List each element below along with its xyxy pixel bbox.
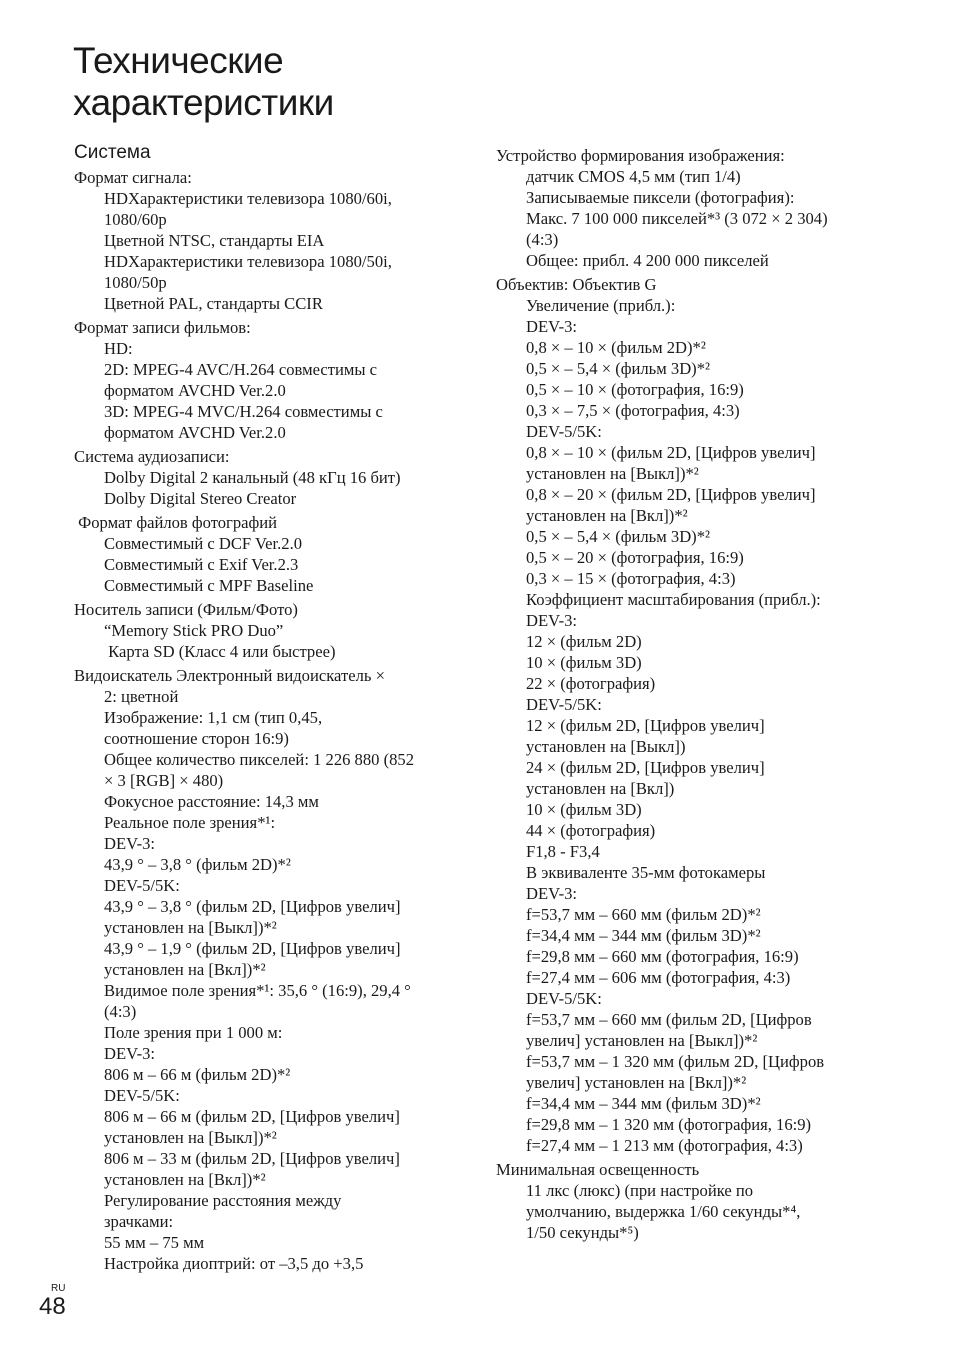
spec-line: 10 × (фильм 3D) — [526, 653, 642, 672]
spec-line: Видимое поле зрения*¹: 35,6 ° (16:9), 29,4 ° — [104, 981, 411, 1000]
spec-line: “Memory Stick PRO Duo” — [104, 621, 284, 640]
spec-line: f=53,7 мм – 1 320 мм (фильм 2D, [Цифров — [526, 1052, 825, 1071]
spec-line: увелич] установлен на [Вкл])*² — [526, 1073, 747, 1092]
spec-line: f=29,8 мм – 660 мм (фотография, 16:9) — [526, 947, 799, 966]
spec-line: Записываемые пиксели (фотография): — [526, 188, 795, 207]
spec-line: 0,5 × – 5,4 × (фильм 3D)*² — [526, 527, 710, 546]
spec-heading: Формат сигнала: — [74, 168, 192, 187]
spec-line: Цветной PAL, стандарты CCIR — [104, 294, 323, 313]
spec-line: DEV-3: — [104, 834, 156, 853]
spec-line: 22 × (фотография) — [526, 674, 656, 693]
spec-line: 1/50 секунды*⁵) — [526, 1223, 639, 1242]
page-title-line-2: характеристики — [73, 82, 334, 123]
spec-line: DEV-3: — [526, 317, 578, 336]
spec-heading: Минимальная освещенность — [496, 1160, 700, 1179]
spec-line: (4:3) — [104, 1002, 137, 1021]
spec-line: увелич] установлен на [Выкл])*² — [526, 1031, 758, 1050]
spec-line: Цветной NTSC, стандарты EIA — [104, 231, 325, 250]
spec-line: (4:3) — [526, 230, 559, 249]
spec-line: установлен на [Вкл]) — [526, 779, 675, 798]
spec-line: Коэффициент масштабирования (прибл.): — [526, 590, 821, 609]
page-title — [73, 40, 334, 124]
spec-line: Dolby Digital Stereo Creator — [104, 489, 297, 508]
spec-line: Макс. 7 100 000 пикселей*³ (3 072 × 2 304) — [526, 209, 828, 228]
spec-line: соотношение сторон 16:9) — [104, 729, 289, 748]
spec-line: форматом AVCHD Ver.2.0 — [104, 423, 286, 442]
spec-line: 1080/60p — [104, 210, 167, 229]
spec-line: установлен на [Выкл])*² — [526, 464, 699, 483]
spec-line: Совместимый с DCF Ver.2.0 — [104, 534, 303, 553]
spec-heading: Формат файлов фотографий — [74, 513, 278, 532]
spec-block — [496, 1159, 896, 1243]
spec-block — [74, 446, 474, 509]
spec-line: умолчанию, выдержка 1/60 секунды*⁴, — [526, 1202, 801, 1221]
spec-line: 0,3 × – 7,5 × (фотография, 4:3) — [526, 401, 740, 420]
spec-line: DEV-3: — [526, 884, 578, 903]
spec-line: 0,5 × – 5,4 × (фильм 3D)*² — [526, 359, 710, 378]
spec-heading: Носитель записи (Фильм/Фото) — [74, 600, 298, 619]
spec-line: 3D: MPEG-4 MVC/H.264 совместимы с — [104, 402, 383, 421]
spec-line: датчик CMOS 4,5 мм (тип 1/4) — [526, 167, 741, 186]
spec-line: Настройка диоптрий: от –3,5 до +3,5 — [104, 1254, 364, 1273]
spec-line: f=34,4 мм – 344 мм (фильм 3D)*² — [526, 1094, 761, 1113]
spec-line: f=27,4 мм – 606 мм (фотография, 4:3) — [526, 968, 791, 987]
spec-line: HD: — [104, 339, 133, 358]
spec-line: Dolby Digital 2 канальный (48 кГц 16 бит) — [104, 468, 401, 487]
spec-block — [74, 167, 474, 314]
page-language: RU — [51, 1283, 66, 1294]
spec-line: 11 лкс (люкс) (при настройке по — [526, 1181, 754, 1200]
spec-line: F1,8 - F3,4 — [526, 842, 600, 861]
spec-line: f=53,7 мм – 660 мм (фильм 2D, [Цифров — [526, 1010, 812, 1029]
spec-block — [496, 145, 896, 271]
spec-line: 24 × (фильм 2D, [Цифров увелич] — [526, 758, 765, 777]
spec-line: Совместимый с Exif Ver.2.3 — [104, 555, 299, 574]
spec-line: установлен на [Вкл])*² — [104, 1170, 266, 1189]
spec-line: Общее количество пикселей: 1 226 880 (852 — [104, 750, 415, 769]
spec-block — [74, 599, 474, 662]
spec-line: 0,8 × – 20 × (фильм 2D, [Цифров увелич] — [526, 485, 816, 504]
page-title-line-1: Технические — [73, 40, 284, 81]
spec-line: 0,3 × – 15 × (фотография, 4:3) — [526, 569, 736, 588]
spec-line: Поле зрения при 1 000 м: — [104, 1023, 283, 1042]
spec-line: f=29,8 мм – 1 320 мм (фотография, 16:9) — [526, 1115, 812, 1134]
spec-line: 1080/50p — [104, 273, 167, 292]
spec-line: Изображение: 1,1 см (тип 0,45, — [104, 708, 323, 727]
spec-line: 806 м – 33 м (фильм 2D, [Цифров увелич] — [104, 1149, 400, 1168]
spec-line: установлен на [Вкл])*² — [526, 506, 688, 525]
spec-line: 43,9 ° – 3,8 ° (фильм 2D, [Цифров увелич] — [104, 897, 401, 916]
spec-line: 55 мм – 75 мм — [104, 1233, 205, 1252]
left-column — [74, 141, 474, 1277]
spec-line: установлен на [Выкл])*² — [104, 1128, 277, 1147]
spec-line: f=34,4 мм – 344 мм (фильм 3D)*² — [526, 926, 761, 945]
spec-line: DEV-5/5K: — [526, 989, 602, 1008]
spec-line: DEV-3: — [526, 611, 578, 630]
spec-line: DEV-5/5K: — [104, 1086, 180, 1105]
spec-line: Карта SD (Класс 4 или быстрее) — [104, 642, 336, 661]
spec-line: DEV-5/5K: — [104, 876, 180, 895]
spec-line: 12 × (фильм 2D) — [526, 632, 642, 651]
left-blocks — [74, 167, 474, 1274]
spec-line: В эквиваленте 35-мм фотокамеры — [526, 863, 766, 882]
spec-block — [74, 512, 474, 596]
spec-line: 2D: MPEG-4 AVC/H.264 совместимы с — [104, 360, 378, 379]
page-number: 48 — [39, 1293, 66, 1320]
spec-line: HDХарактеристики телевизора 1080/50i, — [104, 252, 392, 271]
spec-line: 10 × (фильм 3D) — [526, 800, 642, 819]
spec-block — [496, 274, 896, 1156]
spec-block — [74, 317, 474, 443]
spec-line: Реальное поле зрения*¹: — [104, 813, 276, 832]
spec-heading: Формат записи фильмов: — [74, 318, 251, 337]
spec-line: DEV-5/5K: — [526, 695, 602, 714]
spec-line: f=27,4 мм – 1 213 мм (фотография, 4:3) — [526, 1136, 803, 1155]
spec-line: 806 м – 66 м (фильм 2D)*² — [104, 1065, 291, 1084]
spec-line: 12 × (фильм 2D, [Цифров увелич] — [526, 716, 765, 735]
spec-line: установлен на [Вкл])*² — [104, 960, 266, 979]
spec-line: × 3 [RGB] × 480) — [104, 771, 224, 790]
spec-line: 0,8 × – 10 × (фильм 2D)*² — [526, 338, 706, 357]
spec-line: 0,5 × – 10 × (фотография, 16:9) — [526, 380, 744, 399]
spec-line: 43,9 ° – 1,9 ° (фильм 2D, [Цифров увелич] — [104, 939, 401, 958]
spec-heading: Система аудиозаписи: — [74, 447, 230, 466]
spec-line: DEV-3: — [104, 1044, 156, 1063]
spec-line: 0,5 × – 20 × (фотография, 16:9) — [526, 548, 744, 567]
spec-line: 2: цветной — [104, 687, 179, 706]
spec-line: Общее: прибл. 4 200 000 пикселей — [526, 251, 769, 270]
spec-line: DEV-5/5K: — [526, 422, 602, 441]
page-footer — [39, 1283, 66, 1320]
spec-heading: Устройство формирования изображения: — [496, 146, 785, 165]
spec-line: Фокусное расстояние: 14,3 мм — [104, 792, 319, 811]
spec-heading: Видоискатель Электронный видоискатель × — [74, 666, 385, 685]
spec-line: f=53,7 мм – 660 мм (фильм 2D)*² — [526, 905, 761, 924]
spec-line: Совместимый с MPF Baseline — [104, 576, 314, 595]
right-column — [496, 145, 896, 1246]
spec-line: 43,9 ° – 3,8 ° (фильм 2D)*² — [104, 855, 291, 874]
section-title: Система — [74, 142, 151, 163]
spec-block — [74, 665, 474, 1274]
spec-heading: Объектив: Объектив G — [496, 275, 657, 294]
spec-line: установлен на [Выкл])*² — [104, 918, 277, 937]
spec-line: HDХарактеристики телевизора 1080/60i, — [104, 189, 392, 208]
spec-line: форматом AVCHD Ver.2.0 — [104, 381, 286, 400]
spec-line: установлен на [Выкл]) — [526, 737, 686, 756]
spec-line: зрачками: — [104, 1212, 174, 1231]
spec-line: 0,8 × – 10 × (фильм 2D, [Цифров увелич] — [526, 443, 816, 462]
right-blocks — [496, 145, 896, 1243]
spec-line: Регулирование расстояния между — [104, 1191, 342, 1210]
spec-line: 44 × (фотография) — [526, 821, 656, 840]
spec-line: Увеличение (прибл.): — [526, 296, 676, 315]
spec-line: 806 м – 66 м (фильм 2D, [Цифров увелич] — [104, 1107, 400, 1126]
